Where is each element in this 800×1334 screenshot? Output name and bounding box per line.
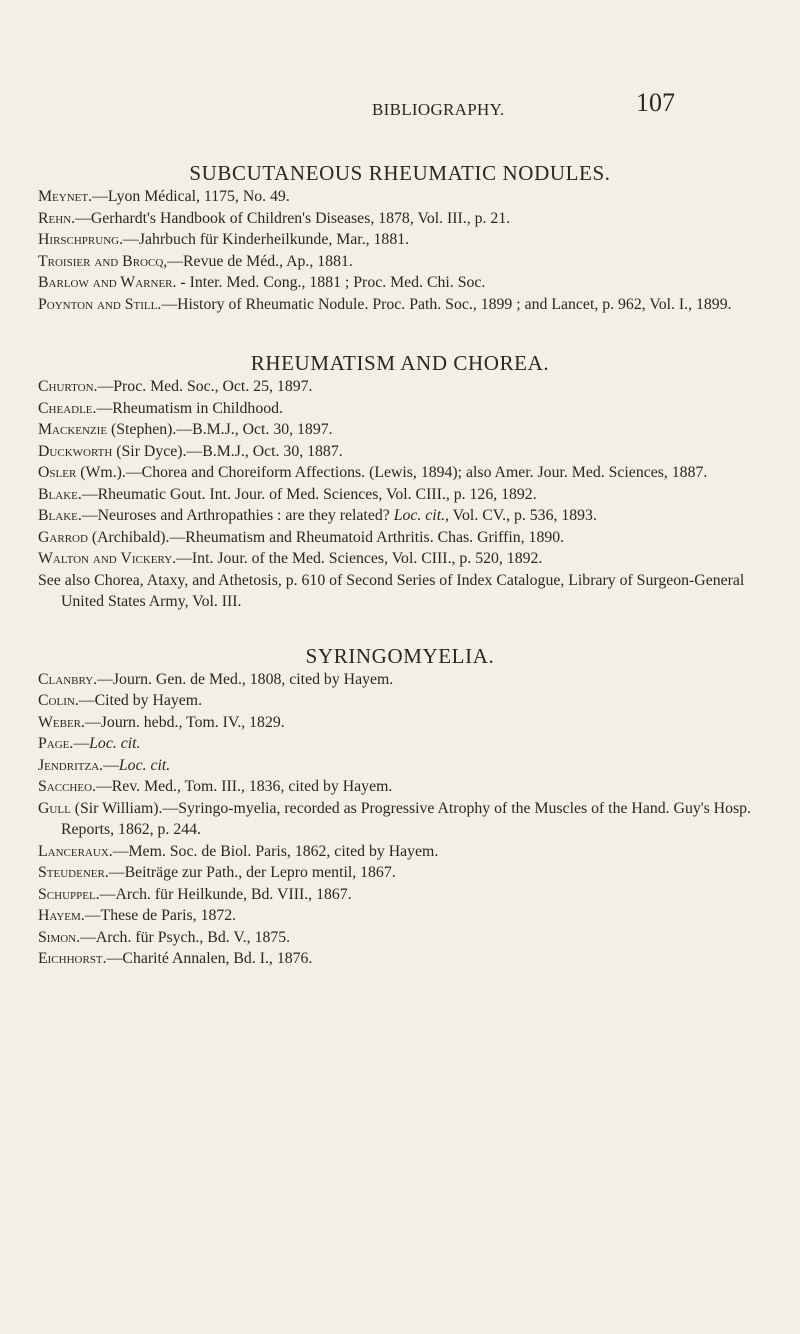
bib-entry-note bbox=[38, 570, 762, 613]
entry-author: Churton. bbox=[38, 378, 98, 395]
bib-entry bbox=[38, 755, 762, 777]
bib-entry bbox=[38, 927, 762, 949]
bib-entry bbox=[38, 690, 762, 712]
bib-entry bbox=[38, 862, 762, 884]
entry-text: —Int. Jour. of the Med. Sciences, Vol. CIII., p. 520, 1892. bbox=[176, 550, 543, 567]
entry-text: —Rheumatic Gout. Int. Jour. of Med. Sciences, Vol. CIII., p. 126, 1892. bbox=[81, 485, 537, 503]
bib-entry bbox=[38, 669, 762, 691]
entry-author: Weber. bbox=[38, 713, 85, 731]
bib-entry bbox=[38, 376, 762, 398]
bib-entry bbox=[38, 441, 762, 463]
entry-author: Meynet. bbox=[38, 188, 93, 205]
bib-entry bbox=[38, 905, 762, 927]
entry-text: —Revue de Méd., Ap., 1881. bbox=[167, 252, 353, 270]
bib-entry bbox=[38, 548, 762, 570]
running-title: BIBLIOGRAPHY. bbox=[372, 100, 505, 119]
bib-entry bbox=[38, 398, 762, 420]
bib-entry bbox=[38, 272, 762, 294]
bib-entry bbox=[38, 462, 762, 484]
bib-entry bbox=[38, 419, 762, 441]
entry-text: (Sir William).—Syringo-myelia, recorded as Progressive Atrophy of the Muscles of the Hand. Guy's Hosp. Reports, 1862, p. 244. bbox=[61, 799, 751, 838]
entry-author: Troisier and Brocq, bbox=[38, 252, 168, 270]
bib-entry bbox=[38, 733, 762, 755]
bib-entry bbox=[38, 841, 762, 863]
entry-author: Osler bbox=[38, 464, 77, 481]
entry-author: Barlow and Warner. bbox=[38, 274, 177, 291]
section-heading: RHEUMATISM AND CHOREA. bbox=[250, 351, 550, 375]
entry-text: — bbox=[103, 756, 119, 774]
entry-text: —Journ. hebd., Tom. IV., 1829. bbox=[84, 713, 285, 731]
page-number: 107 bbox=[636, 88, 675, 117]
entry-text: —Proc. Med. Soc., Oct. 25, 1897. bbox=[97, 378, 313, 395]
entry-loc-cit: Loc. cit. bbox=[89, 735, 141, 752]
entry-loc-cit: Loc. cit. bbox=[118, 756, 171, 774]
entry-text: —Cited by Hayem. bbox=[78, 692, 203, 709]
entry-text: —Arch. für Psych., Bd. V., 1875. bbox=[80, 928, 291, 946]
entry-text: - Inter. Med. Cong., 1881 ; Proc. Med. Chi. Soc. bbox=[176, 274, 486, 291]
entry-author: Schuppel. bbox=[38, 885, 100, 903]
entry-author: Jendritza. bbox=[38, 756, 104, 774]
entry-text: — bbox=[73, 735, 90, 752]
entry-author: Walton and Vickery. bbox=[38, 550, 177, 567]
bib-entry bbox=[38, 712, 762, 734]
entry-author: Colin. bbox=[38, 692, 79, 709]
section-heading: SUBCUTANEOUS RHEUMATIC NODULES. bbox=[189, 161, 611, 185]
bib-entry bbox=[38, 208, 762, 230]
entry-author: Lanceraux. bbox=[38, 842, 113, 860]
entry-author: Cheadle. bbox=[38, 399, 97, 417]
entry-author: Hayem. bbox=[38, 907, 85, 924]
bib-entry bbox=[38, 884, 762, 906]
entry-loc-cit: Loc. cit., bbox=[393, 507, 449, 524]
bib-entry bbox=[38, 505, 762, 527]
entry-text: (Stephen).—B.M.J., Oct. 30, 1897. bbox=[107, 421, 333, 438]
entry-text: —History of Rheumatic Nodule. Proc. Path. Soc., 1899 ; and Lancet, p. 962, Vol. I., 1899. bbox=[161, 295, 732, 313]
bib-entry bbox=[38, 948, 762, 970]
section-heading: SYRINGOMYELIA. bbox=[305, 643, 495, 668]
bib-entry bbox=[38, 484, 762, 506]
entry-list bbox=[38, 376, 762, 613]
bib-entry bbox=[38, 294, 762, 316]
entry-text: —Neuroses and Arthropathies : are they related? bbox=[81, 507, 390, 524]
entry-text: —Arch. für Heilkunde, Bd. VIII., 1867. bbox=[99, 885, 352, 903]
entry-text: —Mem. Soc. de Biol. Paris, 1862, cited by Hayem. bbox=[112, 842, 439, 860]
entry-text: —Gerhardt's Handbook of Children's Diseases, 1878, Vol. III., p. 21. bbox=[75, 209, 511, 227]
entry-author: Poynton and Still. bbox=[38, 295, 162, 313]
entry-list bbox=[38, 669, 762, 970]
entry-text: —Beiträge zur Path., der Lepro mentil, 1867. bbox=[108, 864, 396, 881]
entry-text: —Journ. Gen. de Med., 1808, cited by Hayem. bbox=[97, 670, 394, 688]
entry-list bbox=[38, 186, 762, 315]
entry-text-after: Vol. CV., p. 536, 1893. bbox=[449, 507, 597, 524]
entry-text: —These de Paris, 1872. bbox=[84, 907, 237, 924]
entry-author: Page. bbox=[38, 735, 74, 752]
entry-text: —Rev. Med., Tom. III., 1836, cited by Hayem. bbox=[95, 778, 393, 795]
bib-entry bbox=[38, 527, 762, 549]
entry-author: Steudener. bbox=[38, 864, 109, 881]
entry-author: Saccheo. bbox=[38, 778, 96, 795]
entry-text: —Rheumatism in Childhood. bbox=[96, 399, 283, 417]
entry-author: Rehn. bbox=[38, 209, 76, 227]
entry-author: Mackenzie bbox=[38, 421, 108, 438]
bibliography-content bbox=[38, 160, 762, 970]
bib-entry bbox=[38, 251, 762, 273]
bib-entry bbox=[38, 186, 762, 208]
entry-text: —Charité Annalen, Bd. I., 1876. bbox=[106, 950, 313, 967]
entry-author: Blake. bbox=[38, 485, 82, 503]
entry-author: Clanbry. bbox=[38, 670, 98, 688]
entry-text: (Archibald).—Rheumatism and Rheumatoid Arthritis. Chas. Griffin, 1890. bbox=[87, 528, 565, 546]
bib-entry bbox=[38, 798, 762, 841]
entry-author: Garrod bbox=[38, 528, 88, 546]
entry-author: Hirschprung. bbox=[38, 231, 124, 248]
entry-text: (Sir Dyce).—B.M.J., Oct. 30, 1887. bbox=[112, 442, 343, 460]
entry-author: Eichhorst. bbox=[38, 950, 107, 967]
entry-text: —Lyon Médical, 1175, No. 49. bbox=[92, 188, 290, 205]
entry-author: Blake. bbox=[38, 507, 82, 524]
entry-text: (Wm.).—Chorea and Choreiform Affections. (Lewis, 1894); also Amer. Jour. Med. Sciences, 1887. bbox=[76, 464, 708, 481]
bib-entry bbox=[38, 776, 762, 798]
entry-author: Simon. bbox=[38, 928, 81, 946]
entry-author: Gull bbox=[38, 799, 71, 817]
bib-entry bbox=[38, 229, 762, 251]
entry-text: —Jahrbuch für Kinderheilkunde, Mar., 1881. bbox=[123, 231, 410, 248]
entry-text: See also Chorea, Ataxy, and Athetosis, p. 610 of Second Series of Index Catalogue, Library of Surgeon-General United States Army, Vol. III. bbox=[38, 571, 745, 610]
running-header bbox=[0, 80, 800, 120]
entry-author: Duckworth bbox=[38, 442, 113, 460]
